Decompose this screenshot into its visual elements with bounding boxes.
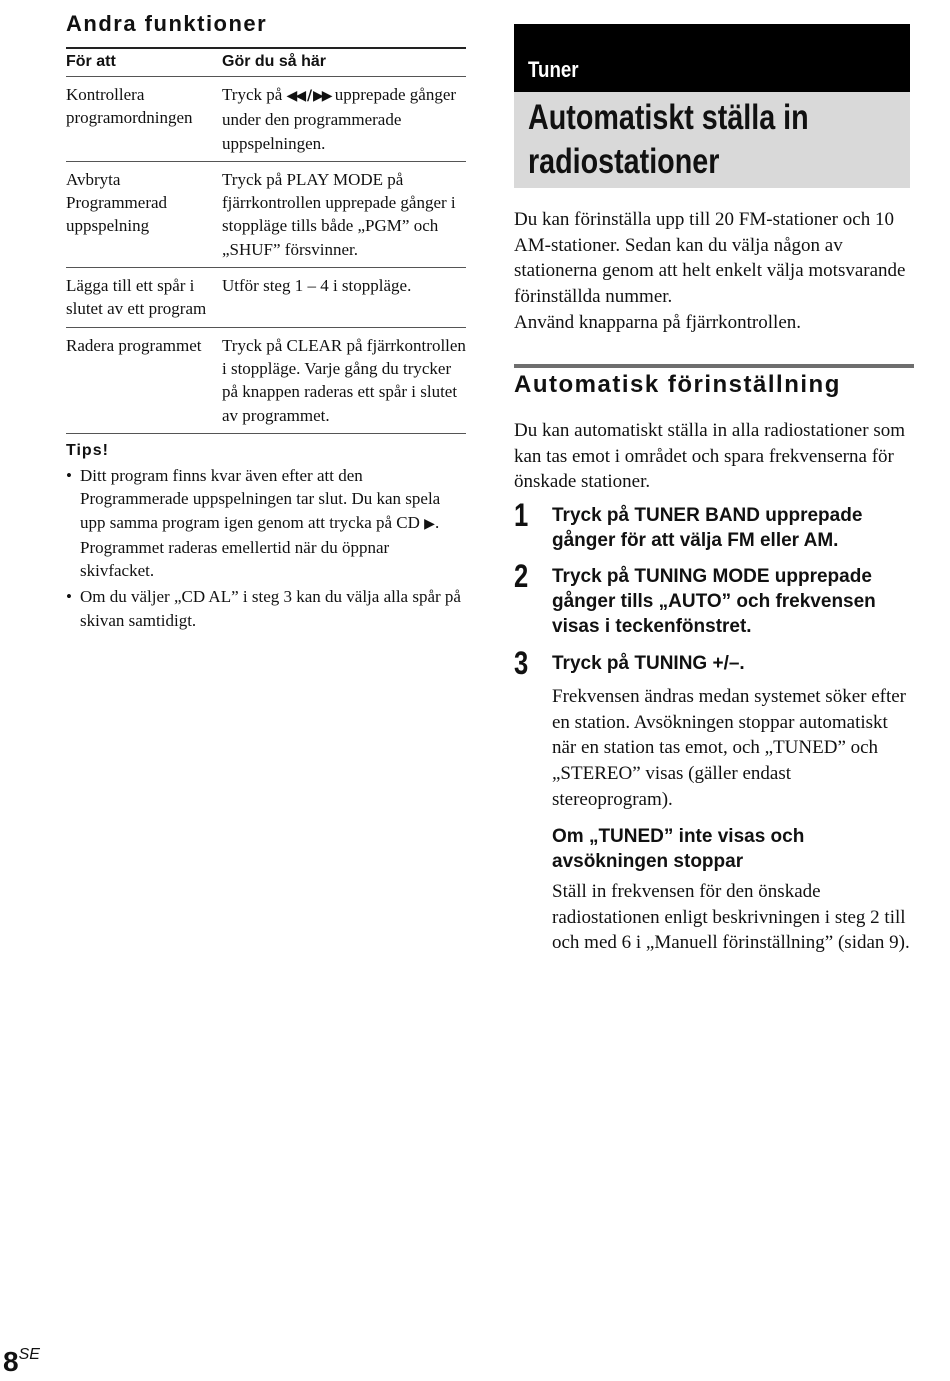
cell-text: Tryck på (222, 85, 287, 104)
step-3 (514, 645, 914, 813)
step-number: 3 (514, 645, 529, 681)
tips-box (66, 442, 466, 635)
note-text: Ställ in frekvensen för den önskade radiostationen enligt beskrivningen i steg 2 till och med 6 i „Manuell förinställning” (sidan 9). (552, 881, 910, 954)
table-cell-action (222, 77, 466, 162)
bullet-icon: • (66, 466, 72, 485)
table-row (66, 268, 466, 328)
list-item (66, 464, 466, 582)
page-number-value: 8 (3, 1346, 19, 1377)
table-cell-purpose: Lägga till ett spår i slutet av ett program (66, 268, 222, 328)
step-instruction: Tryck på TUNING +/–. (552, 653, 745, 674)
step-2 (514, 558, 914, 639)
table-row (66, 161, 466, 267)
tip-text: Ditt program finns kvar även efter att den Programmerade uppspelningen tar slut. Du kan spela upp samma program igen genom att trycka på CD (80, 466, 441, 532)
table-header-row (66, 48, 466, 77)
intro-text: Du kan förinställa upp till 20 FM-stationer och 10 AM-stationer. Sedan kan du välja någon av stationerna genom att helt enkelt välja motsvarande förinställda nummer. (514, 209, 906, 308)
page-number-suffix: SE (18, 1346, 40, 1363)
prev-next-skip-icons: ◀◀ / ▶▶ (286, 88, 331, 104)
page-number (3, 1346, 40, 1378)
section-divider (514, 364, 914, 368)
intro-text-line2: Använd knapparna på fjärrkontrollen. (514, 311, 802, 333)
tip-text: Om du väljer „CD AL” i steg 3 kan du välja alla spår på skivan samtidigt. (80, 587, 461, 630)
functions-table (66, 47, 466, 434)
table-cell-action: Utför steg 1 – 4 i stoppläge. (222, 268, 466, 328)
section-header-box (514, 24, 910, 188)
cell-text: upprepade gånger under den programmerade uppspelningen. (222, 85, 457, 153)
table-cell-action: Tryck på PLAY MODE på fjärrkontrollen upprepade gånger i stoppläge tills både „PGM” och „SHUF” försvinner. (222, 161, 466, 267)
tips-heading: Tips! (66, 442, 109, 459)
bullet-icon: • (66, 587, 72, 607)
table-header-action: Gör du så här (222, 48, 466, 77)
step-instruction: Tryck på TUNER BAND upprepade gånger för att välja FM eller AM. (552, 505, 863, 551)
page-title: Automatiskt ställa in radiostationer (528, 98, 809, 181)
step-1 (514, 497, 914, 553)
step-number: 1 (514, 497, 529, 533)
subsection-intro: Du kan automatiskt ställa in alla radiostationer som kan tas emot i området och spara frekvenserna för önskade stationer. (514, 420, 905, 493)
play-icon: ▶ (424, 515, 435, 532)
tip-text: . Programmet raderas emellertid när du öppnar skivfacket. (80, 512, 440, 581)
section-title-panel (514, 92, 910, 188)
table-cell-purpose: Radera programmet (66, 335, 202, 355)
step-number: 2 (514, 558, 529, 594)
section-heading-other-functions: Andra funktioner (66, 11, 268, 36)
subsection-heading: Automatisk förinställning (514, 371, 841, 398)
step-instruction: Tryck på TUNING MODE upprepade gånger tills „AUTO” och frekvensen visas i teckenfönstret. (552, 566, 876, 637)
table-cell-purpose: Avbryta Programmerad uppspelning (66, 161, 222, 267)
tips-list (66, 464, 466, 632)
table-cell-purpose: Kontrollera programordningen (66, 77, 222, 162)
table-header-purpose: För att (66, 48, 222, 77)
list-item (66, 585, 466, 632)
intro-paragraph (514, 207, 914, 336)
section-label-bar (514, 24, 910, 92)
table-cell-action: Tryck på CLEAR på fjärrkontrollen i stoppläge. Varje gång du trycker på knappen raderas ett spår i slutet av programmet. (222, 335, 466, 425)
table-row (66, 77, 466, 162)
table-row (66, 327, 466, 433)
section-label: Tuner (528, 57, 579, 82)
note-heading: Om „TUNED” inte visas och avsökningen stoppar (552, 826, 805, 872)
step-description: Frekvensen ändras medan systemet söker efter en station. Avsökningen stoppar automatiskt när en station tas emot, och „TUNED” och „STEREO” visas (gäller endast stereoprogram). (552, 686, 907, 810)
